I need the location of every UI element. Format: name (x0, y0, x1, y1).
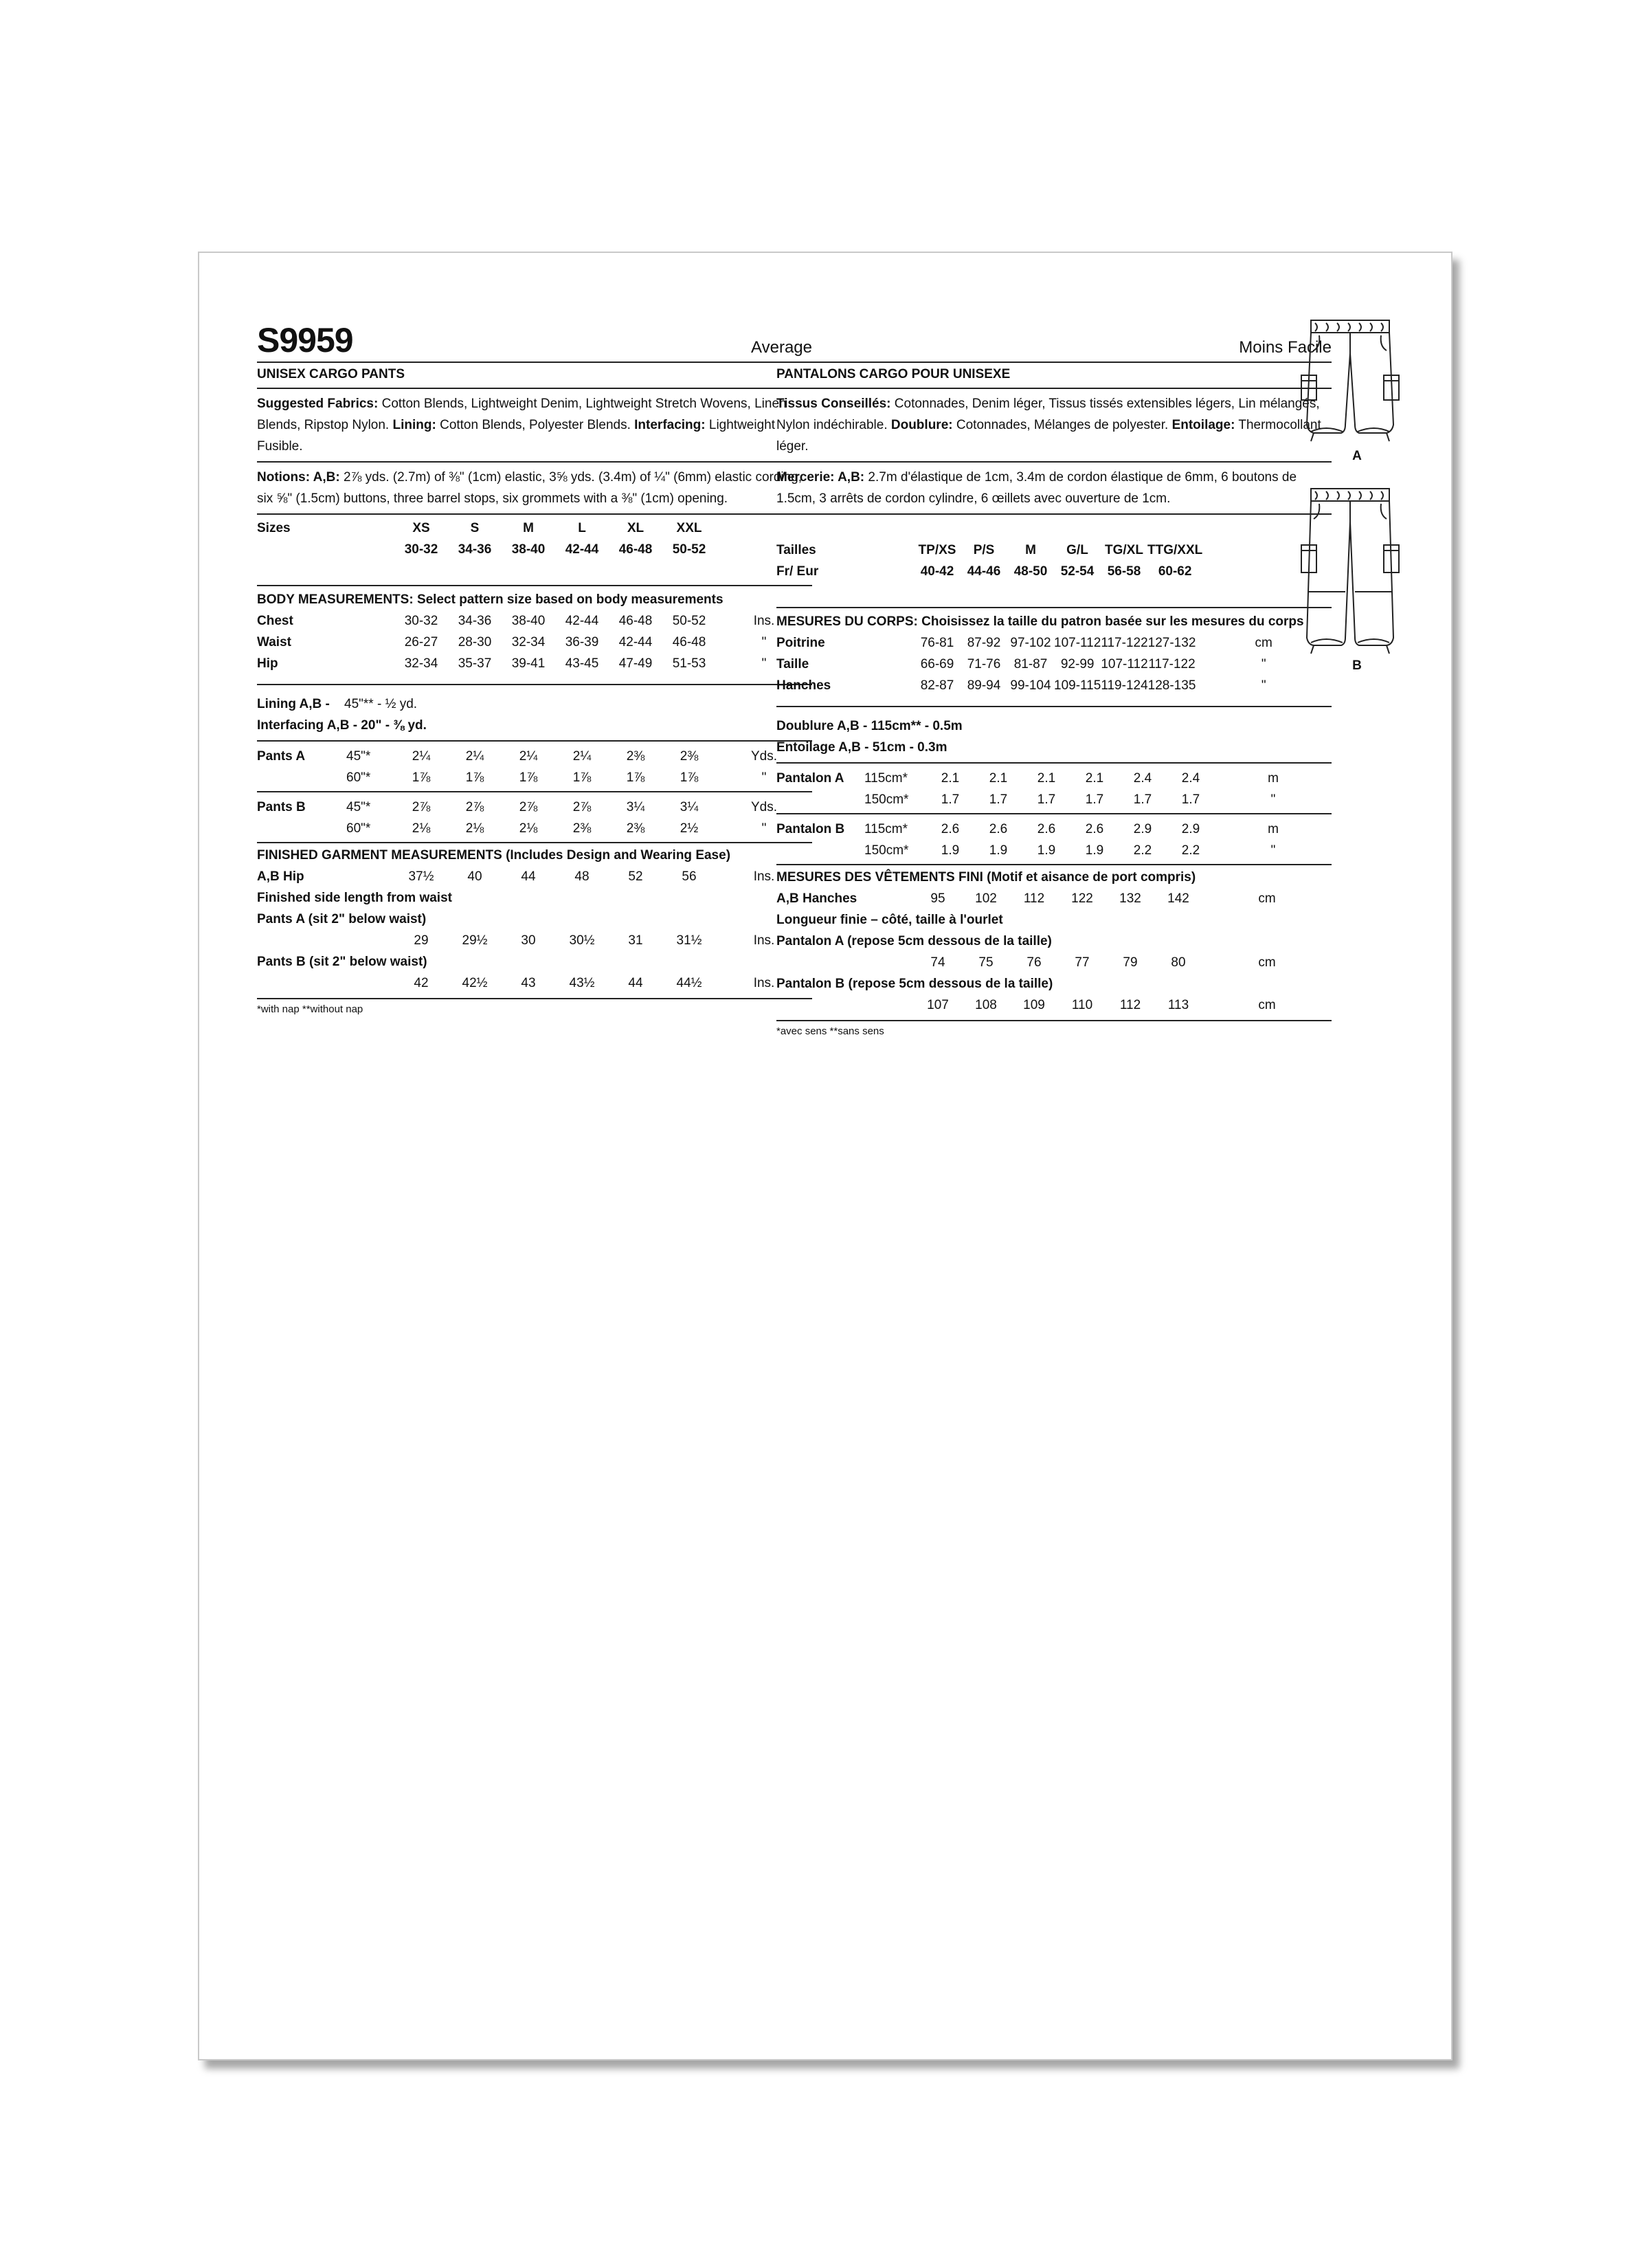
table-cell: 2⅜ (572, 821, 592, 836)
table-row (257, 972, 812, 994)
table-cell: 42½ (462, 975, 488, 990)
table-row (257, 818, 812, 839)
table-cell: 71-76 (967, 656, 1001, 671)
size-number-cell: 56-58 (1107, 564, 1141, 579)
unit-cell: " (1261, 678, 1266, 693)
table-cell: 37½ (408, 869, 434, 884)
table-cell: 1⅞ (519, 770, 538, 785)
sizes-label: Sizes (257, 520, 291, 535)
yardage-pantalon-b-section (776, 814, 1332, 865)
interfacing-label: Entoilage: (1171, 418, 1235, 432)
fabrics-paragraph (776, 389, 1332, 463)
fabric-width: 45"* (346, 748, 371, 764)
row-label: Hip (257, 656, 278, 671)
table-cell: 97-102 (1010, 635, 1051, 650)
interfacing-line: Interfacing A,B - 20" - ⅜ yd. (257, 718, 427, 733)
table-row (776, 675, 1332, 696)
size-number-cell: 60-62 (1158, 564, 1192, 579)
table-cell: 76 (1027, 955, 1042, 970)
table-cell: 2.1 (1037, 770, 1056, 786)
table-row (257, 632, 812, 653)
table-cell: 112 (1119, 997, 1141, 1012)
sizes-label: Tailles (776, 542, 816, 557)
table-cell: 31½ (676, 933, 702, 948)
size-cell: XL (627, 520, 644, 535)
table-cell: 43½ (569, 975, 595, 990)
yardage-pantalon-a-section (776, 764, 1332, 814)
pants-a-length-label: Pants A (sit 2" below waist) (257, 911, 427, 926)
table-cell: 2.6 (1085, 821, 1104, 836)
table-cell: 36-39 (565, 634, 599, 649)
unit-cell: cm (1255, 635, 1272, 650)
table-cell: 1.9 (941, 843, 960, 858)
table-cell: 76-81 (920, 635, 954, 650)
fabrics-paragraph (257, 389, 812, 463)
fabrics-label: Suggested Fabrics: (257, 397, 379, 411)
size-cell: TTG/XXL (1147, 542, 1203, 557)
table-cell: 2⅛ (519, 821, 538, 836)
table-cell: 39-41 (511, 656, 546, 671)
body-measurements-table (776, 632, 1332, 696)
table-cell: 44 (628, 975, 643, 990)
notions-paragraph (257, 463, 812, 515)
lining-interfacing-section (776, 707, 1332, 764)
table-row (776, 819, 1332, 840)
table-cell: 2⅞ (465, 799, 484, 814)
unit-cell: " (1270, 843, 1276, 858)
unit-cell: Ins. (753, 869, 775, 884)
table-cell: 107-112 (1101, 656, 1148, 671)
lining-text: Cotonnades, Mélanges de polyester. (952, 418, 1172, 432)
yardage-pants-b-section (257, 792, 812, 843)
side-length-label: Finished side length from waist (257, 890, 452, 905)
yardage-table-pants-b (257, 797, 812, 839)
table-cell: 82-87 (920, 678, 954, 693)
table-cell: 38-40 (511, 613, 546, 628)
sizes-table (257, 518, 812, 560)
finished-measurements-table (776, 888, 1332, 1016)
lining-label: Lining: (392, 418, 436, 432)
table-cell: 3¼ (680, 799, 699, 814)
row-label: Taille (776, 656, 809, 671)
fabric-width: 60"* (346, 821, 371, 836)
fabric-width: 150cm* (864, 843, 909, 858)
yardage-table-pants-a (257, 746, 812, 788)
size-number-cell: 38-40 (511, 542, 546, 557)
french-column (776, 316, 1332, 1037)
table-cell: 1.7 (1037, 792, 1056, 807)
pants-b-length-label: Pants B (sit 2" below waist) (257, 954, 427, 969)
row-label: Hanches (776, 678, 831, 693)
unit-cell: " (761, 821, 767, 836)
unit-cell: " (761, 656, 767, 671)
table-cell: 40 (467, 869, 482, 884)
table-cell: 29 (414, 933, 429, 948)
table-cell: 1⅞ (572, 770, 592, 785)
table-cell: 95 (930, 891, 945, 906)
size-number-cell: 30-32 (404, 542, 438, 557)
table-cell: 35-37 (458, 656, 492, 671)
lining-line-label: Lining A,B - (257, 697, 330, 711)
size-number-cell: 42-44 (565, 542, 599, 557)
table-cell: 2¼ (412, 748, 431, 764)
table-row (776, 654, 1332, 675)
table-cell: 1.9 (989, 843, 1008, 858)
notions-label: Mercerie: A,B: (776, 470, 865, 485)
table-cell: 3¼ (626, 799, 645, 814)
fabrics-text: Cotonnades, Denim léger, Tissus tissés extensibles légers, Lin mélangés, Nylon indéchirable. (776, 397, 1320, 432)
body-measurements-title: MESURES DU CORPS: Choisissez la taille du patron basée sur les mesures du corps (776, 614, 1304, 629)
interfacing-line: Entoilage A,B - 51cm - 0.3m (776, 740, 947, 755)
sizes-label-eur: Fr/ Eur (776, 564, 819, 579)
yardage-table-pantalon-a (776, 768, 1332, 810)
table-cell: 2.9 (1181, 821, 1200, 836)
table-row (776, 952, 1332, 973)
unit-cell: " (1270, 792, 1276, 807)
table-cell: 2.1 (941, 770, 960, 786)
footnote: *with nap **without nap (257, 1003, 363, 1015)
interfacing-label: Interfacing: (634, 418, 706, 432)
table-cell: 92-99 (1060, 656, 1095, 671)
row-label: Waist (257, 634, 291, 649)
table-cell: 107-112 (1054, 635, 1101, 650)
row-label: Pants B (257, 799, 306, 814)
size-numbers-row (776, 561, 1332, 582)
table-cell: 2.1 (989, 770, 1008, 786)
table-row (776, 632, 1332, 654)
unit-cell: Ins. (753, 613, 775, 628)
table-cell: 2.6 (1037, 821, 1056, 836)
table-cell: 1.7 (1085, 792, 1104, 807)
fabric-width: 150cm* (864, 792, 909, 807)
finished-measurements-section (257, 843, 812, 999)
table-cell: 2⅞ (519, 799, 538, 814)
size-number-cell: 34-36 (458, 542, 492, 557)
fabric-width: 45"* (346, 799, 371, 814)
table-cell: 2⅛ (412, 821, 431, 836)
table-cell: 80 (1171, 955, 1186, 970)
unit-cell: Yds. (750, 748, 778, 764)
row-label: A,B Hanches (776, 891, 857, 906)
sizes-section (257, 515, 812, 586)
table-cell: 51-53 (672, 656, 706, 671)
pants-b-icon (1299, 483, 1402, 655)
table-cell: 109 (1023, 997, 1045, 1012)
sizes-row (257, 518, 812, 539)
size-cell: G/L (1066, 542, 1088, 557)
table-row (257, 746, 812, 767)
size-number-cell: 44-46 (967, 564, 1001, 579)
size-cell: S (470, 520, 480, 535)
pattern-code: S9959 (257, 321, 353, 359)
table-row (776, 768, 1332, 789)
difficulty-level: Moins Facile (1239, 338, 1332, 357)
size-number-cell: 40-42 (920, 564, 954, 579)
size-cell: L (578, 520, 586, 535)
table-row (776, 994, 1332, 1016)
lining-label: Doublure: (890, 418, 953, 432)
pants-b-illustration (1299, 483, 1415, 674)
finished-measurements-title: FINISHED GARMENT MEASUREMENTS (Includes Design and Wearing Ease) (257, 848, 731, 863)
lining-line-value: 45"** - ½ yd. (344, 697, 418, 711)
table-cell: 56 (682, 869, 697, 884)
table-cell: 2.6 (941, 821, 960, 836)
garment-title-text: PANTALONS CARGO POUR UNISEXE (776, 367, 1011, 381)
row-label: Pantalon B (776, 821, 845, 836)
yardage-table-pantalon-b (776, 819, 1332, 861)
table-row (257, 930, 812, 951)
table-cell: 29½ (462, 933, 488, 948)
english-column (257, 316, 812, 1015)
unit-cell: " (1261, 656, 1266, 671)
fabric-width: 60"* (346, 770, 371, 785)
table-cell: 1.7 (1133, 792, 1152, 807)
table-cell: 74 (930, 955, 945, 970)
table-cell: 119-124 (1101, 678, 1148, 693)
table-cell: 32-34 (404, 656, 438, 671)
table-cell: 107 (927, 997, 949, 1012)
table-cell: 30-32 (404, 613, 438, 628)
table-cell: 2½ (680, 821, 699, 836)
row-label: Poitrine (776, 635, 825, 650)
table-cell: 102 (975, 891, 997, 906)
unit-cell: " (761, 770, 767, 785)
table-cell: 1.9 (1085, 843, 1104, 858)
pants-a-icon (1299, 315, 1402, 445)
table-row (257, 866, 812, 887)
table-cell: 30½ (569, 933, 595, 948)
unit-cell: Ins. (753, 975, 775, 990)
table-row (776, 888, 1332, 909)
table-cell: 77 (1075, 955, 1090, 970)
table-cell: 2¼ (519, 748, 538, 764)
table-cell: 2⅞ (572, 799, 592, 814)
notions-label: Notions: A,B: (257, 470, 340, 485)
pattern-envelope-back (198, 252, 1452, 2060)
row-label: Pantalon A (776, 770, 844, 786)
table-cell: 87-92 (967, 635, 1001, 650)
size-cell: M (523, 520, 534, 535)
fabrics-label: Tissus Conseillés: (776, 397, 891, 411)
table-cell: 99-104 (1010, 678, 1051, 693)
table-cell: 2.2 (1181, 843, 1200, 858)
table-cell: 50-52 (672, 613, 706, 628)
table-row (257, 767, 812, 788)
interfacing-text: Thermocollant léger. (776, 418, 1321, 454)
fabric-width: 115cm* (864, 821, 908, 836)
table-cell: 42-44 (618, 634, 653, 649)
difficulty-level: Average (751, 338, 812, 357)
size-number-cell: 52-54 (1060, 564, 1095, 579)
notions-paragraph (776, 463, 1332, 515)
table-cell: 1⅞ (465, 770, 484, 785)
table-cell: 2⅜ (626, 748, 645, 764)
table-cell: 1.7 (941, 792, 960, 807)
fabrics-text: Cotton Blends, Lightweight Denim, Lightweight Stretch Wovens, Linen Blends, Ripstop Nylon. (257, 397, 787, 432)
table-cell: 30 (521, 933, 536, 948)
table-cell: 108 (975, 997, 997, 1012)
size-cell: TG/XL (1105, 542, 1143, 557)
table-cell: 42 (414, 975, 429, 990)
table-cell: 2¼ (465, 748, 484, 764)
size-number-cell: 48-50 (1013, 564, 1048, 579)
table-cell: 117-122 (1101, 635, 1148, 650)
header (257, 316, 812, 363)
table-cell: 128-135 (1147, 678, 1196, 693)
table-cell: 42-44 (565, 613, 599, 628)
body-measurements-section (776, 608, 1332, 707)
table-cell: 81-87 (1013, 656, 1048, 671)
table-cell: 46-48 (672, 634, 706, 649)
row-label: Chest (257, 613, 293, 628)
table-cell: 122 (1071, 891, 1093, 906)
table-cell: 2.2 (1133, 843, 1152, 858)
table-cell: 2.4 (1133, 770, 1152, 786)
row-label: A,B Hip (257, 869, 304, 884)
table-cell: 112 (1023, 891, 1045, 906)
lining-line (257, 693, 812, 715)
unit-cell: cm (1258, 997, 1276, 1012)
fabric-width: 115cm* (864, 770, 908, 786)
body-measurements-section (257, 586, 812, 685)
side-length-label: Longueur finie – côté, taille à l'ourlet (776, 912, 1003, 927)
table-cell: 2¼ (572, 748, 592, 764)
table-cell: 1.7 (1181, 792, 1200, 807)
table-cell: 2⅞ (412, 799, 431, 814)
footnote: *avec sens **sans sens (776, 1025, 884, 1037)
size-cell: TP/XS (918, 542, 956, 557)
size-cell: M (1025, 542, 1036, 557)
body-measurements-title: BODY MEASUREMENTS: Select pattern size based on body measurements (257, 592, 723, 607)
table-cell: 48 (574, 869, 590, 884)
table-cell: 1⅞ (412, 770, 431, 785)
interfacing-text: Lightweight Fusible. (257, 418, 775, 454)
unit-cell: cm (1258, 955, 1276, 970)
size-number-cell: 50-52 (672, 542, 706, 557)
table-cell: 32-34 (511, 634, 546, 649)
table-cell: 2.4 (1181, 770, 1200, 786)
table-cell: 109-115 (1054, 678, 1101, 693)
figure-label-a: A (1352, 449, 1362, 463)
unit-cell: Ins. (753, 933, 775, 948)
unit-cell: m (1268, 770, 1279, 786)
table-cell: 79 (1123, 955, 1138, 970)
table-cell: 113 (1167, 997, 1189, 1012)
garment-illustrations (1299, 315, 1415, 674)
table-cell: 75 (978, 955, 994, 970)
table-cell: 44 (521, 869, 536, 884)
pants-b-length-label: Pantalon B (repose 5cm dessous de la taille) (776, 976, 1053, 991)
finished-measurements-table (257, 866, 812, 994)
table-cell: 28-30 (458, 634, 492, 649)
table-cell: 31 (628, 933, 643, 948)
table-cell: 52 (628, 869, 643, 884)
table-row (257, 610, 812, 632)
table-cell: 89-94 (967, 678, 1001, 693)
table-cell: 2⅛ (465, 821, 484, 836)
table-cell: 44½ (676, 975, 702, 990)
table-row (257, 653, 812, 674)
garment-title (257, 363, 812, 389)
table-cell: 1⅞ (680, 770, 699, 785)
unit-cell: " (761, 634, 767, 649)
table-cell: 132 (1119, 891, 1141, 906)
unit-cell: m (1268, 821, 1279, 836)
figure-label-b: B (1352, 658, 1362, 673)
table-cell: 2⅜ (626, 821, 645, 836)
table-cell: 26-27 (404, 634, 438, 649)
table-cell: 34-36 (458, 613, 492, 628)
unit-cell: Yds. (750, 799, 778, 814)
size-cell: P/S (973, 542, 995, 557)
table-cell: 2.1 (1085, 770, 1104, 786)
table-cell: 2.6 (989, 821, 1008, 836)
table-row (257, 797, 812, 818)
sizes-table (776, 540, 1332, 582)
size-numbers-row (257, 539, 812, 560)
table-cell: 43 (521, 975, 536, 990)
table-cell: 1.7 (989, 792, 1008, 807)
size-cell: XS (412, 520, 430, 535)
row-label: Pants A (257, 748, 306, 764)
table-row (776, 789, 1332, 810)
unit-cell: cm (1258, 891, 1276, 906)
pants-a-length-label: Pantalon A (repose 5cm dessous de la taille) (776, 933, 1052, 948)
table-cell: 46-48 (618, 613, 653, 628)
lining-text: Cotton Blends, Polyester Blends. (436, 418, 635, 432)
table-cell: 110 (1071, 997, 1093, 1012)
finished-measurements-section (776, 865, 1332, 1021)
table-row (776, 840, 1332, 861)
finished-measurements-title: MESURES DES VÊTEMENTS FINI (Motif et aisance de port compris) (776, 870, 1196, 885)
table-cell: 47-49 (618, 656, 653, 671)
garment-title (776, 363, 1332, 389)
lining-line: Doublure A,B - 115cm** - 0.5m (776, 719, 963, 733)
body-measurements-table (257, 610, 812, 674)
notions-text: 2.7m d'élastique de 1cm, 3.4m de cordon élastique de 6mm, 6 boutons de 1.5cm, 3 arrêts de cordon cylindre, 6 œillets avec ouverture de 1cm. (776, 470, 1297, 506)
garment-title-text: UNISEX CARGO PANTS (257, 367, 405, 381)
table-cell: 1⅞ (626, 770, 645, 785)
table-cell: 1.9 (1037, 843, 1056, 858)
yardage-pants-a-section (257, 742, 812, 792)
sizes-row (776, 540, 1332, 561)
header (776, 316, 1332, 363)
size-cell: XXL (676, 520, 702, 535)
table-cell: 142 (1167, 891, 1189, 906)
table-cell: 127-132 (1147, 635, 1196, 650)
table-cell: 43-45 (565, 656, 599, 671)
table-cell: 2⅜ (680, 748, 699, 764)
pants-a-illustration (1299, 315, 1415, 464)
sizes-section (776, 515, 1332, 608)
notions-text: 2⅞ yds. (2.7m) of ⅜" (1cm) elastic, 3⅝ yds. (3.4m) of ¼" (6mm) elastic cording, six ⅝" (1.5cm) buttons, three barrel stops, six grommets with a ⅜" (1cm) opening. (257, 470, 803, 506)
table-cell: 2.9 (1133, 821, 1152, 836)
table-cell: 66-69 (920, 656, 954, 671)
table-cell: 117-122 (1148, 656, 1196, 671)
size-number-cell: 46-48 (618, 542, 653, 557)
lining-interfacing-section (257, 685, 812, 742)
